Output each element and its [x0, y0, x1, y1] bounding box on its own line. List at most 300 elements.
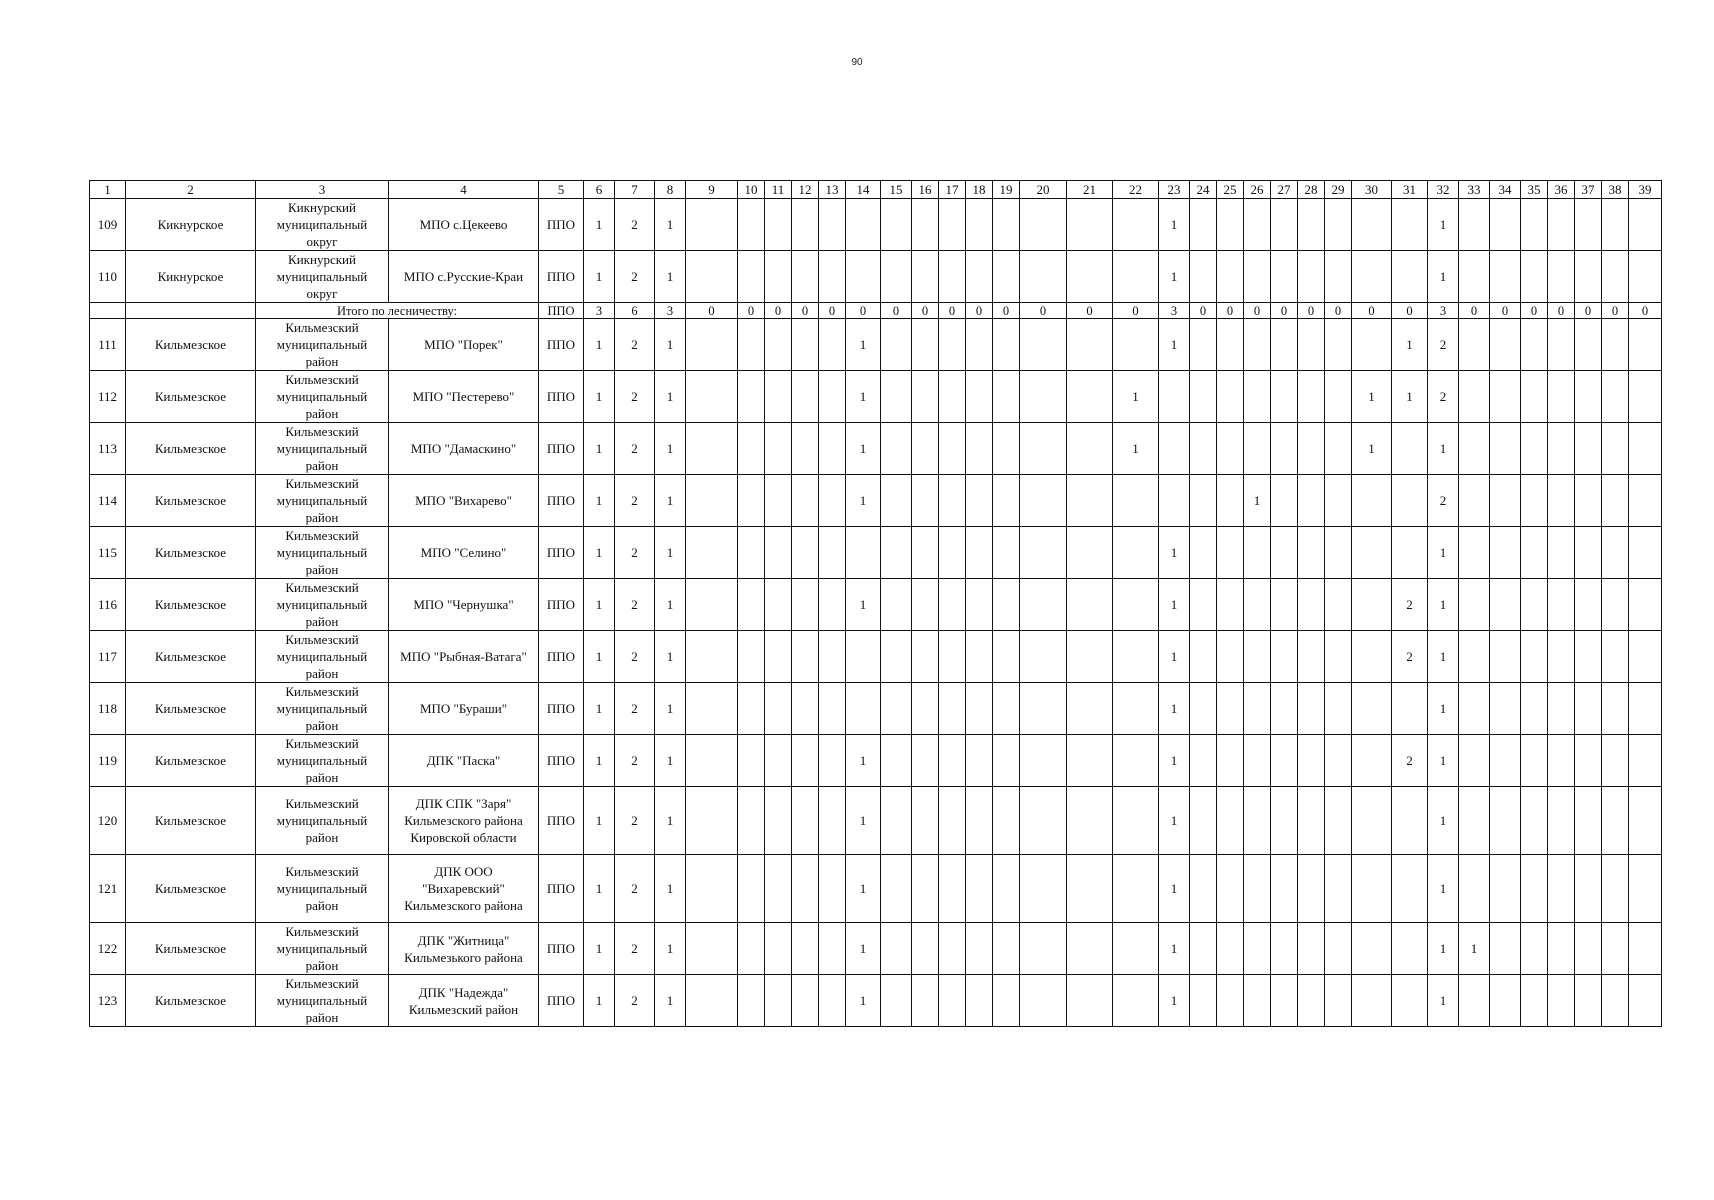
value-cell — [1602, 787, 1629, 855]
value-cell — [686, 527, 738, 579]
cell-line: район — [305, 354, 339, 369]
value-cell — [819, 923, 846, 975]
value-cell — [1113, 923, 1159, 975]
category-cell: ППО — [539, 199, 584, 251]
value-cell — [912, 923, 939, 975]
column-number: 39 — [1629, 181, 1662, 199]
value-cell — [819, 855, 846, 923]
value-cell: 1 — [655, 683, 686, 735]
column-number: 31 — [1392, 181, 1428, 199]
value-cell: 2 — [615, 631, 655, 683]
total-value: 0 — [993, 303, 1020, 319]
value-cell — [1298, 579, 1325, 631]
cell-line: МПО "Пестерево" — [412, 389, 515, 404]
value-cell — [1459, 975, 1490, 1027]
value-cell — [1244, 579, 1271, 631]
value-cell — [1067, 787, 1113, 855]
value-cell — [881, 475, 912, 527]
value-cell — [939, 631, 966, 683]
value-cell — [1521, 735, 1548, 787]
forestry-name: Кильмезское — [126, 423, 256, 475]
value-cell — [1113, 683, 1159, 735]
value-cell — [993, 975, 1020, 1027]
value-cell — [1244, 975, 1271, 1027]
cell-line: район — [305, 958, 339, 973]
value-cell — [1298, 787, 1325, 855]
forestry-name: Кикнурское — [126, 199, 256, 251]
value-cell — [1325, 423, 1352, 475]
forestry-table — [89, 180, 1662, 1027]
value-cell — [1271, 371, 1298, 423]
total-blank — [126, 303, 256, 319]
district-name — [256, 527, 389, 579]
value-cell — [881, 683, 912, 735]
value-cell — [939, 923, 966, 975]
value-cell — [1392, 251, 1428, 303]
value-cell — [1352, 683, 1392, 735]
value-cell — [738, 251, 765, 303]
value-cell — [686, 855, 738, 923]
cell-line: район — [305, 666, 339, 681]
value-cell — [1067, 475, 1113, 527]
value-cell — [1244, 199, 1271, 251]
value-cell: 2 — [1392, 631, 1428, 683]
value-cell — [1490, 423, 1521, 475]
total-row — [90, 303, 1662, 319]
value-cell — [1629, 631, 1662, 683]
cell-line: муниципальный — [276, 993, 368, 1008]
value-cell — [1020, 423, 1067, 475]
value-cell — [1271, 319, 1298, 371]
value-cell — [686, 423, 738, 475]
value-cell — [1352, 251, 1392, 303]
value-cell — [1217, 371, 1244, 423]
value-cell: 1 — [846, 423, 881, 475]
value-cell — [1602, 631, 1629, 683]
value-cell — [792, 855, 819, 923]
total-value: 0 — [881, 303, 912, 319]
value-cell — [1521, 631, 1548, 683]
value-cell — [1521, 423, 1548, 475]
value-cell — [1244, 735, 1271, 787]
value-cell — [1548, 975, 1575, 1027]
value-cell — [792, 251, 819, 303]
value-cell — [939, 735, 966, 787]
value-cell — [1067, 371, 1113, 423]
object-name — [389, 423, 539, 475]
value-cell — [912, 735, 939, 787]
value-cell — [1548, 923, 1575, 975]
value-cell — [1602, 683, 1629, 735]
value-cell — [686, 631, 738, 683]
district-name — [256, 855, 389, 923]
value-cell — [1352, 631, 1392, 683]
value-cell — [1244, 423, 1271, 475]
total-value: 0 — [1325, 303, 1352, 319]
value-cell — [819, 735, 846, 787]
value-cell — [939, 199, 966, 251]
value-cell — [1325, 251, 1352, 303]
value-cell: 1 — [584, 371, 615, 423]
column-number: 30 — [1352, 181, 1392, 199]
value-cell — [1602, 319, 1629, 371]
table-row — [90, 683, 1662, 735]
column-number: 25 — [1217, 181, 1244, 199]
value-cell — [939, 975, 966, 1027]
total-value: 0 — [1271, 303, 1298, 319]
value-cell — [819, 683, 846, 735]
total-value: 0 — [1020, 303, 1067, 319]
value-cell — [792, 683, 819, 735]
value-cell — [993, 683, 1020, 735]
value-cell — [1352, 475, 1392, 527]
value-cell — [686, 199, 738, 251]
table-row — [90, 251, 1662, 303]
value-cell — [966, 199, 993, 251]
value-cell — [1392, 923, 1428, 975]
value-cell — [1271, 787, 1298, 855]
value-cell — [1298, 199, 1325, 251]
cell-line: район — [305, 458, 339, 473]
column-number: 6 — [584, 181, 615, 199]
value-cell — [1217, 923, 1244, 975]
value-cell: 1 — [655, 923, 686, 975]
cell-line: Кильмезский — [285, 528, 359, 543]
value-cell — [1217, 319, 1244, 371]
value-cell — [1067, 423, 1113, 475]
value-cell: 1 — [1159, 975, 1190, 1027]
cell-line: Кильмезский — [285, 976, 359, 991]
value-cell: 2 — [1392, 579, 1428, 631]
value-cell — [1575, 923, 1602, 975]
value-cell — [1113, 475, 1159, 527]
value-cell — [765, 527, 792, 579]
value-cell — [1020, 475, 1067, 527]
value-cell — [686, 923, 738, 975]
value-cell — [912, 579, 939, 631]
value-cell — [1020, 527, 1067, 579]
value-cell — [1352, 319, 1392, 371]
value-cell — [1020, 251, 1067, 303]
cell-line: район — [305, 562, 339, 577]
value-cell — [792, 631, 819, 683]
row-number: 113 — [90, 423, 126, 475]
value-cell — [1067, 923, 1113, 975]
cell-line: район — [305, 898, 339, 913]
value-cell: 1 — [846, 923, 881, 975]
value-cell — [792, 319, 819, 371]
value-cell: 2 — [615, 251, 655, 303]
column-number: 2 — [126, 181, 256, 199]
value-cell — [738, 371, 765, 423]
value-cell — [1325, 975, 1352, 1027]
value-cell — [881, 423, 912, 475]
value-cell — [1298, 735, 1325, 787]
object-name — [389, 923, 539, 975]
value-cell — [686, 371, 738, 423]
value-cell — [1113, 319, 1159, 371]
column-number: 14 — [846, 181, 881, 199]
row-number: 121 — [90, 855, 126, 923]
value-cell: 1 — [1428, 683, 1459, 735]
column-number: 21 — [1067, 181, 1113, 199]
category-cell: ППО — [539, 975, 584, 1027]
value-cell — [765, 683, 792, 735]
total-value: 0 — [1521, 303, 1548, 319]
value-cell — [1629, 923, 1662, 975]
value-cell: 2 — [1392, 735, 1428, 787]
value-cell — [1271, 423, 1298, 475]
value-cell — [1352, 735, 1392, 787]
object-name — [389, 371, 539, 423]
value-cell: 1 — [1159, 579, 1190, 631]
column-number: 36 — [1548, 181, 1575, 199]
value-cell — [1190, 975, 1217, 1027]
value-cell — [1392, 527, 1428, 579]
value-cell: 2 — [615, 423, 655, 475]
row-number: 116 — [90, 579, 126, 631]
value-cell — [1325, 527, 1352, 579]
row-number: 123 — [90, 975, 126, 1027]
value-cell — [966, 579, 993, 631]
category-cell: ППО — [539, 319, 584, 371]
district-name — [256, 787, 389, 855]
category-cell: ППО — [539, 527, 584, 579]
value-cell — [1113, 579, 1159, 631]
object-name — [389, 199, 539, 251]
cell-line: муниципальный — [276, 545, 368, 560]
value-cell — [1521, 855, 1548, 923]
value-cell: 1 — [584, 475, 615, 527]
value-cell — [1490, 251, 1521, 303]
column-number: 1 — [90, 181, 126, 199]
cell-line: район — [305, 770, 339, 785]
cell-line: муниципальный — [276, 881, 368, 896]
value-cell — [1490, 923, 1521, 975]
value-cell — [1159, 371, 1190, 423]
forestry-name: Кильмезское — [126, 975, 256, 1027]
total-value: 0 — [765, 303, 792, 319]
value-cell — [1020, 975, 1067, 1027]
value-cell — [1244, 631, 1271, 683]
column-number: 35 — [1521, 181, 1548, 199]
category-cell: ППО — [539, 855, 584, 923]
value-cell — [1020, 923, 1067, 975]
value-cell — [881, 631, 912, 683]
cell-line: МПО "Вихарево" — [415, 493, 512, 508]
forestry-name: Кильмезское — [126, 579, 256, 631]
value-cell — [881, 923, 912, 975]
value-cell — [1548, 631, 1575, 683]
value-cell: 1 — [1428, 855, 1459, 923]
value-cell — [1190, 371, 1217, 423]
value-cell — [1352, 579, 1392, 631]
cell-line: "Вихаревский" — [422, 881, 505, 896]
object-name — [389, 735, 539, 787]
value-cell: 1 — [584, 579, 615, 631]
value-cell — [738, 787, 765, 855]
value-cell: 1 — [1428, 923, 1459, 975]
total-value: ППО — [539, 303, 584, 319]
value-cell — [1602, 735, 1629, 787]
value-cell — [1244, 923, 1271, 975]
value-cell — [1521, 371, 1548, 423]
value-cell: 1 — [584, 855, 615, 923]
value-cell — [1602, 855, 1629, 923]
total-value: 0 — [1217, 303, 1244, 319]
value-cell — [1521, 923, 1548, 975]
total-value: 0 — [1244, 303, 1271, 319]
value-cell — [738, 631, 765, 683]
value-cell — [738, 319, 765, 371]
value-cell — [1271, 251, 1298, 303]
value-cell — [819, 199, 846, 251]
value-cell: 2 — [615, 735, 655, 787]
value-cell — [1271, 683, 1298, 735]
value-cell — [1629, 855, 1662, 923]
value-cell — [1392, 423, 1428, 475]
total-label: Итого по лесничеству: — [256, 303, 539, 319]
value-cell — [1602, 371, 1629, 423]
cell-line: Кикнурский — [288, 252, 356, 267]
row-number: 119 — [90, 735, 126, 787]
value-cell — [1217, 199, 1244, 251]
object-name — [389, 855, 539, 923]
forestry-name: Кильмезское — [126, 371, 256, 423]
value-cell — [1602, 199, 1629, 251]
value-cell — [1548, 855, 1575, 923]
value-cell: 1 — [584, 319, 615, 371]
cell-line: муниципальный — [276, 701, 368, 716]
value-cell — [966, 631, 993, 683]
forestry-name: Кильмезское — [126, 631, 256, 683]
value-cell — [993, 251, 1020, 303]
cell-line: Кильмезский — [285, 796, 359, 811]
table-row — [90, 923, 1662, 975]
value-cell — [1298, 683, 1325, 735]
value-cell — [1325, 787, 1352, 855]
value-cell — [966, 787, 993, 855]
value-cell — [912, 975, 939, 1027]
value-cell — [1459, 475, 1490, 527]
value-cell — [1602, 975, 1629, 1027]
column-number: 5 — [539, 181, 584, 199]
column-number: 20 — [1020, 181, 1067, 199]
value-cell — [881, 199, 912, 251]
value-cell: 1 — [655, 527, 686, 579]
value-cell — [993, 735, 1020, 787]
page-number: 90 — [851, 57, 863, 68]
value-cell — [738, 975, 765, 1027]
value-cell — [1298, 631, 1325, 683]
total-value: 3 — [655, 303, 686, 319]
value-cell — [1325, 735, 1352, 787]
value-cell — [738, 735, 765, 787]
table-row — [90, 527, 1662, 579]
value-cell: 1 — [584, 975, 615, 1027]
value-cell — [765, 631, 792, 683]
value-cell — [1113, 251, 1159, 303]
forestry-name: Кикнурское — [126, 251, 256, 303]
column-number: 16 — [912, 181, 939, 199]
value-cell — [1459, 579, 1490, 631]
value-cell — [1548, 319, 1575, 371]
total-value: 0 — [912, 303, 939, 319]
value-cell — [792, 199, 819, 251]
value-cell — [1459, 683, 1490, 735]
cell-line: Кильмезского района — [404, 813, 523, 828]
value-cell — [1325, 319, 1352, 371]
value-cell — [1271, 923, 1298, 975]
value-cell — [1020, 579, 1067, 631]
value-cell: 1 — [1392, 319, 1428, 371]
value-cell — [765, 199, 792, 251]
value-cell: 1 — [584, 735, 615, 787]
district-name — [256, 735, 389, 787]
value-cell — [765, 579, 792, 631]
cell-line: муниципальный — [276, 649, 368, 664]
total-value: 0 — [686, 303, 738, 319]
value-cell — [765, 319, 792, 371]
value-cell — [738, 423, 765, 475]
value-cell — [1548, 683, 1575, 735]
value-cell — [993, 475, 1020, 527]
value-cell — [966, 855, 993, 923]
value-cell: 1 — [584, 251, 615, 303]
row-number: 110 — [90, 251, 126, 303]
value-cell — [1521, 975, 1548, 1027]
forestry-name: Кильмезское — [126, 683, 256, 735]
value-cell: 2 — [615, 975, 655, 1027]
value-cell — [1190, 683, 1217, 735]
value-cell — [1459, 527, 1490, 579]
value-cell — [912, 683, 939, 735]
value-cell — [1298, 423, 1325, 475]
value-cell: 2 — [615, 579, 655, 631]
cell-line: Кильмезский район — [408, 1001, 519, 1017]
total-value: 0 — [1629, 303, 1662, 319]
value-cell: 2 — [615, 855, 655, 923]
value-cell: 1 — [846, 787, 881, 855]
value-cell — [1459, 631, 1490, 683]
value-cell: 2 — [615, 527, 655, 579]
cell-line: Кильмезский — [285, 424, 359, 439]
value-cell: 1 — [1159, 319, 1190, 371]
value-cell — [1325, 475, 1352, 527]
value-cell — [1490, 975, 1521, 1027]
value-cell: 1 — [584, 683, 615, 735]
value-cell: 1 — [655, 199, 686, 251]
cell-line: район — [305, 510, 339, 525]
value-cell — [1629, 371, 1662, 423]
value-cell — [1190, 579, 1217, 631]
object-name — [389, 975, 539, 1027]
value-cell — [1521, 319, 1548, 371]
value-cell — [939, 579, 966, 631]
cell-line: муниципальный — [276, 597, 368, 612]
value-cell — [1217, 787, 1244, 855]
value-cell — [881, 735, 912, 787]
value-cell — [1575, 319, 1602, 371]
value-cell — [1575, 251, 1602, 303]
value-cell — [1325, 371, 1352, 423]
cell-line: ДПК СПК "Заря" — [415, 796, 512, 811]
value-cell — [1244, 787, 1271, 855]
cell-line: муниципальный — [276, 389, 368, 404]
value-cell: 1 — [846, 579, 881, 631]
cell-line: муниципальный — [276, 269, 368, 284]
value-cell — [1575, 735, 1602, 787]
